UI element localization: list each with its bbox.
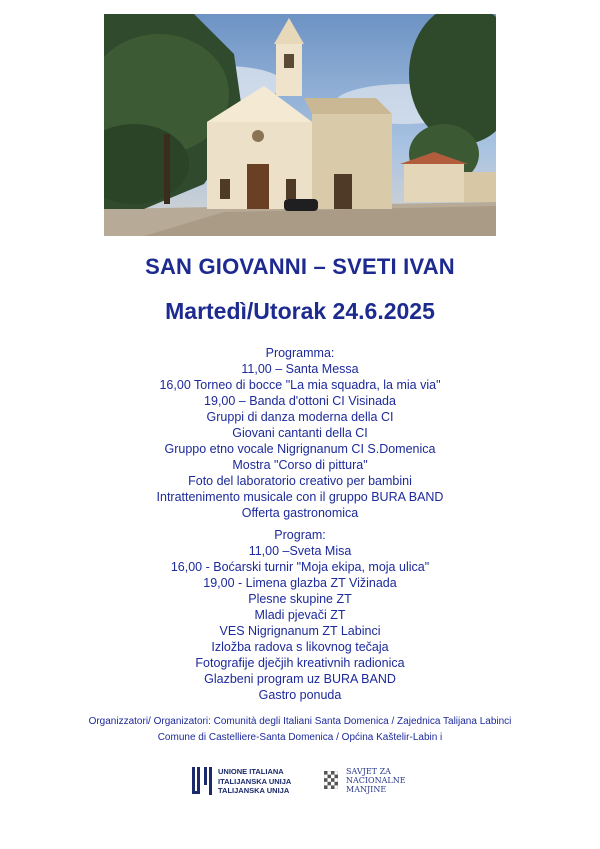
organizers [0, 714, 600, 746]
event-date: Martedì/Utorak 24.6.2025 [165, 298, 435, 324]
program-item: Gruppi di danza moderna della CI [206, 410, 394, 424]
program-item: Offerta gastronomica [241, 506, 359, 520]
logo-text-line: TALIJANSKA UNIJA [218, 786, 290, 795]
unione-italiana-logo-icon [191, 765, 213, 797]
church-illustration [104, 14, 496, 236]
program-item: 19,00 – Banda d'ottoni CI Visinada [204, 394, 396, 408]
program-item: 19,00 - Limena glazba ZT Vižinada [203, 576, 397, 590]
program-italian [0, 345, 600, 521]
logo-text-line: MANJINE [346, 785, 387, 794]
organizers-line: Comune di Castelliere-Santa Domenica / Općina Kaštelir-Labin i [157, 732, 443, 743]
logo-text-line: SAVJET ZA [346, 767, 391, 776]
program-item: VES Nigrignanum ZT Labinci [219, 624, 381, 638]
program-item: 16,00 Torneo di bocce "La mia squadra, la mia via" [159, 378, 441, 392]
program-item: Glazbeni program uz BURA BAND [204, 672, 396, 686]
logo-text-line: ITALIJANSKA UNIJA [218, 776, 292, 786]
program-item: 11,00 – Santa Messa [241, 362, 359, 376]
unione-italiana-text [218, 767, 291, 796]
logo-text-line: UNIONE ITALIANA [218, 767, 284, 776]
church-photo [104, 14, 496, 236]
program-item: Mladi pjevači ZT [254, 608, 346, 622]
event-title: SAN GIOVANNI – SVETI IVAN [145, 254, 455, 279]
program-croatian [0, 527, 600, 703]
program-heading: Programma: [265, 346, 335, 360]
sponsor-logos [0, 765, 600, 801]
program-item: Foto del laboratorio creativo per bambini [188, 474, 412, 488]
croatian-checkerboard-icon [324, 771, 338, 789]
program-item: 16,00 - Boćarski turnir "Moja ekipa, moja ulica" [170, 560, 430, 574]
program-item: Intrattenimento musicale con il gruppo BURA BAND [156, 490, 444, 504]
program-item: Mostra "Corso di pittura" [232, 458, 368, 472]
program-item: Fotografije dječjih kreativnih radionica [195, 656, 405, 670]
program-heading: Program: [274, 528, 326, 542]
program-item: 11,00 –Sveta Misa [248, 544, 352, 558]
program-item: Gruppo etno vocale Nigrignanum CI S.Domenica [164, 442, 436, 456]
program-item: Gastro ponuda [258, 688, 342, 702]
organizers-line: Organizzatori/ Organizatori: Comunità degli Italiani Santa Domenica / Zajednica Talijana Labinci [88, 716, 512, 727]
logo-text-line: NACIONALNE [346, 776, 406, 785]
program-item: Izložba radova s likovnog tečaja [211, 640, 389, 654]
program-item: Giovani cantanti della CI [232, 426, 368, 440]
savjet-logo-text [346, 767, 406, 794]
program-item: Plesne skupine ZT [248, 592, 352, 606]
